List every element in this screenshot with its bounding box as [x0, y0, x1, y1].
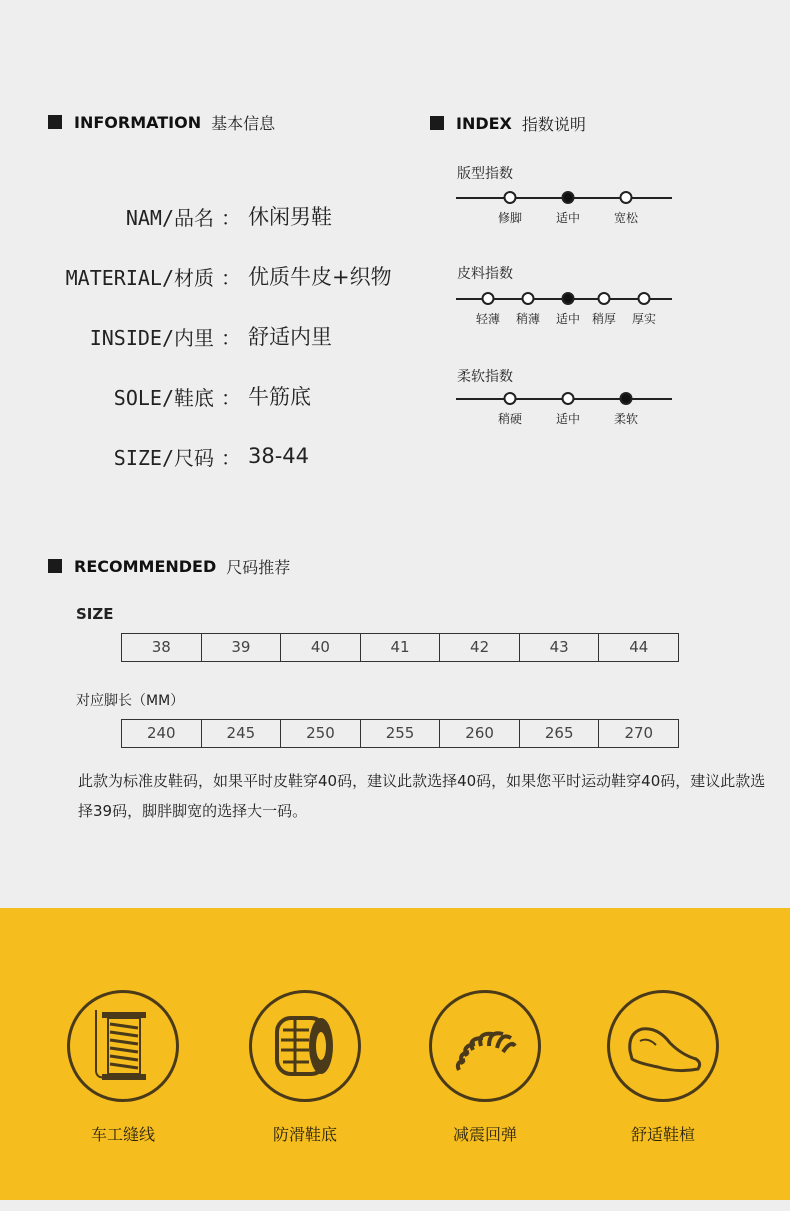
info-label: INSIDE/内里	[89, 325, 214, 350]
scale-dot	[482, 292, 495, 305]
index-heading-zh: 指数说明	[521, 114, 586, 134]
recommended-heading-zh: 尺码推荐	[226, 557, 291, 577]
scale-point-label: 宽松	[613, 211, 639, 225]
foot-length-cell: 240	[122, 720, 202, 747]
info-row-sole	[40, 381, 311, 411]
scale-point-label: 稍厚	[591, 312, 617, 326]
info-colon: ：	[221, 325, 241, 350]
scale-point-label: 厚实	[631, 312, 657, 326]
scale-point-label: 修脚	[497, 211, 523, 225]
features-band	[0, 908, 790, 1200]
info-row-material	[40, 261, 392, 291]
foot-length-cell: 260	[440, 720, 520, 747]
shoe-last-icon	[607, 990, 719, 1102]
scale-dot	[620, 392, 633, 405]
scale-point-label: 柔软	[613, 412, 639, 426]
heading-square-icon	[48, 559, 62, 573]
feature-label: 减震回弹	[452, 1125, 517, 1144]
foot-length-label: 对应脚长（MM）	[76, 693, 185, 709]
size-advice-text: 此款为标准皮鞋码，如果平时皮鞋穿40码，建议此款选择40码，如果您平时运动鞋穿40码，建议此款选择39码，脚胖脚宽的选择大一码。	[78, 772, 766, 820]
info-value: 优质牛皮+织物	[248, 265, 392, 289]
feature-label: 舒适鞋楦	[630, 1125, 695, 1144]
scale-dot	[504, 392, 517, 405]
recommended-heading	[48, 555, 290, 577]
size-cell: 40	[281, 634, 361, 661]
info-colon: ：	[221, 205, 241, 230]
info-value: 休闲男鞋	[248, 205, 332, 229]
info-colon: ：	[221, 265, 241, 290]
heading-square-icon	[48, 115, 62, 129]
scale-dot	[638, 292, 651, 305]
size-cell: 41	[361, 634, 441, 661]
feature-label: 车工缝线	[90, 1125, 155, 1144]
feature-shock-absorb	[425, 990, 545, 1145]
foot-length-cell: 270	[624, 724, 654, 742]
tire-icon	[249, 990, 361, 1102]
size-table	[121, 633, 679, 662]
size-cell: 42	[440, 634, 520, 661]
scale-dot	[598, 292, 611, 305]
information-heading-en: INFORMATION	[74, 112, 202, 132]
info-value: 舒适内里	[248, 325, 332, 349]
feature-comfort-last	[603, 990, 723, 1145]
scale-point-label: 适中	[555, 211, 581, 225]
scale-point-label: 适中	[555, 412, 581, 426]
recommended-heading-en: RECOMMENDED	[74, 556, 217, 576]
heading-square-icon	[430, 116, 444, 130]
info-label: SOLE/鞋底	[113, 385, 214, 410]
foot-length-cell: 245	[202, 720, 282, 747]
scale-dot	[504, 191, 517, 204]
information-heading	[48, 111, 275, 133]
info-row-size	[40, 441, 309, 471]
scale-point-label: 轻薄	[475, 312, 501, 326]
info-row-name	[40, 201, 332, 231]
index-scale	[456, 188, 672, 228]
index-scale-title: 版型指数	[457, 166, 513, 182]
scale-dot	[522, 292, 535, 305]
scale-dot	[620, 191, 633, 204]
feature-antislip	[245, 990, 365, 1145]
info-colon: ：	[221, 445, 241, 470]
size-cell: 38	[122, 634, 202, 661]
foot-length-table	[121, 719, 679, 748]
info-row-inside	[40, 321, 332, 351]
foot-length-cell: 250	[281, 720, 361, 747]
spring-icon	[429, 990, 541, 1102]
scale-point-label: 适中	[555, 312, 581, 326]
index-scale-title: 柔软指数	[457, 369, 513, 385]
size-cell: 43	[520, 634, 600, 661]
info-value: 牛筋底	[248, 385, 311, 409]
index-scale	[456, 389, 672, 429]
size-cell: 44	[629, 638, 649, 656]
feature-stitching	[63, 990, 183, 1145]
foot-length-cell: 255	[361, 720, 441, 747]
scale-dot	[562, 191, 575, 204]
size-label: SIZE	[76, 605, 114, 623]
info-value: 38-44	[248, 444, 310, 468]
size-cell: 39	[202, 634, 282, 661]
info-label: MATERIAL/材质	[65, 265, 214, 290]
info-colon: ：	[221, 385, 241, 410]
index-heading-en: INDEX	[456, 113, 512, 133]
scale-dot	[562, 392, 575, 405]
scale-point-label: 稍硬	[497, 412, 523, 426]
thread-spool-icon	[67, 990, 179, 1102]
feature-label: 防滑鞋底	[272, 1125, 337, 1144]
scale-point-label: 稍薄	[515, 312, 541, 326]
info-label: SIZE/尺码	[113, 445, 214, 470]
index-scale-title: 皮料指数	[457, 266, 513, 282]
index-heading	[430, 112, 586, 134]
information-heading-zh: 基本信息	[211, 113, 276, 133]
foot-length-cell: 265	[520, 720, 600, 747]
index-scale	[456, 289, 672, 329]
scale-dot	[562, 292, 575, 305]
info-label: NAM/品名	[125, 205, 214, 230]
